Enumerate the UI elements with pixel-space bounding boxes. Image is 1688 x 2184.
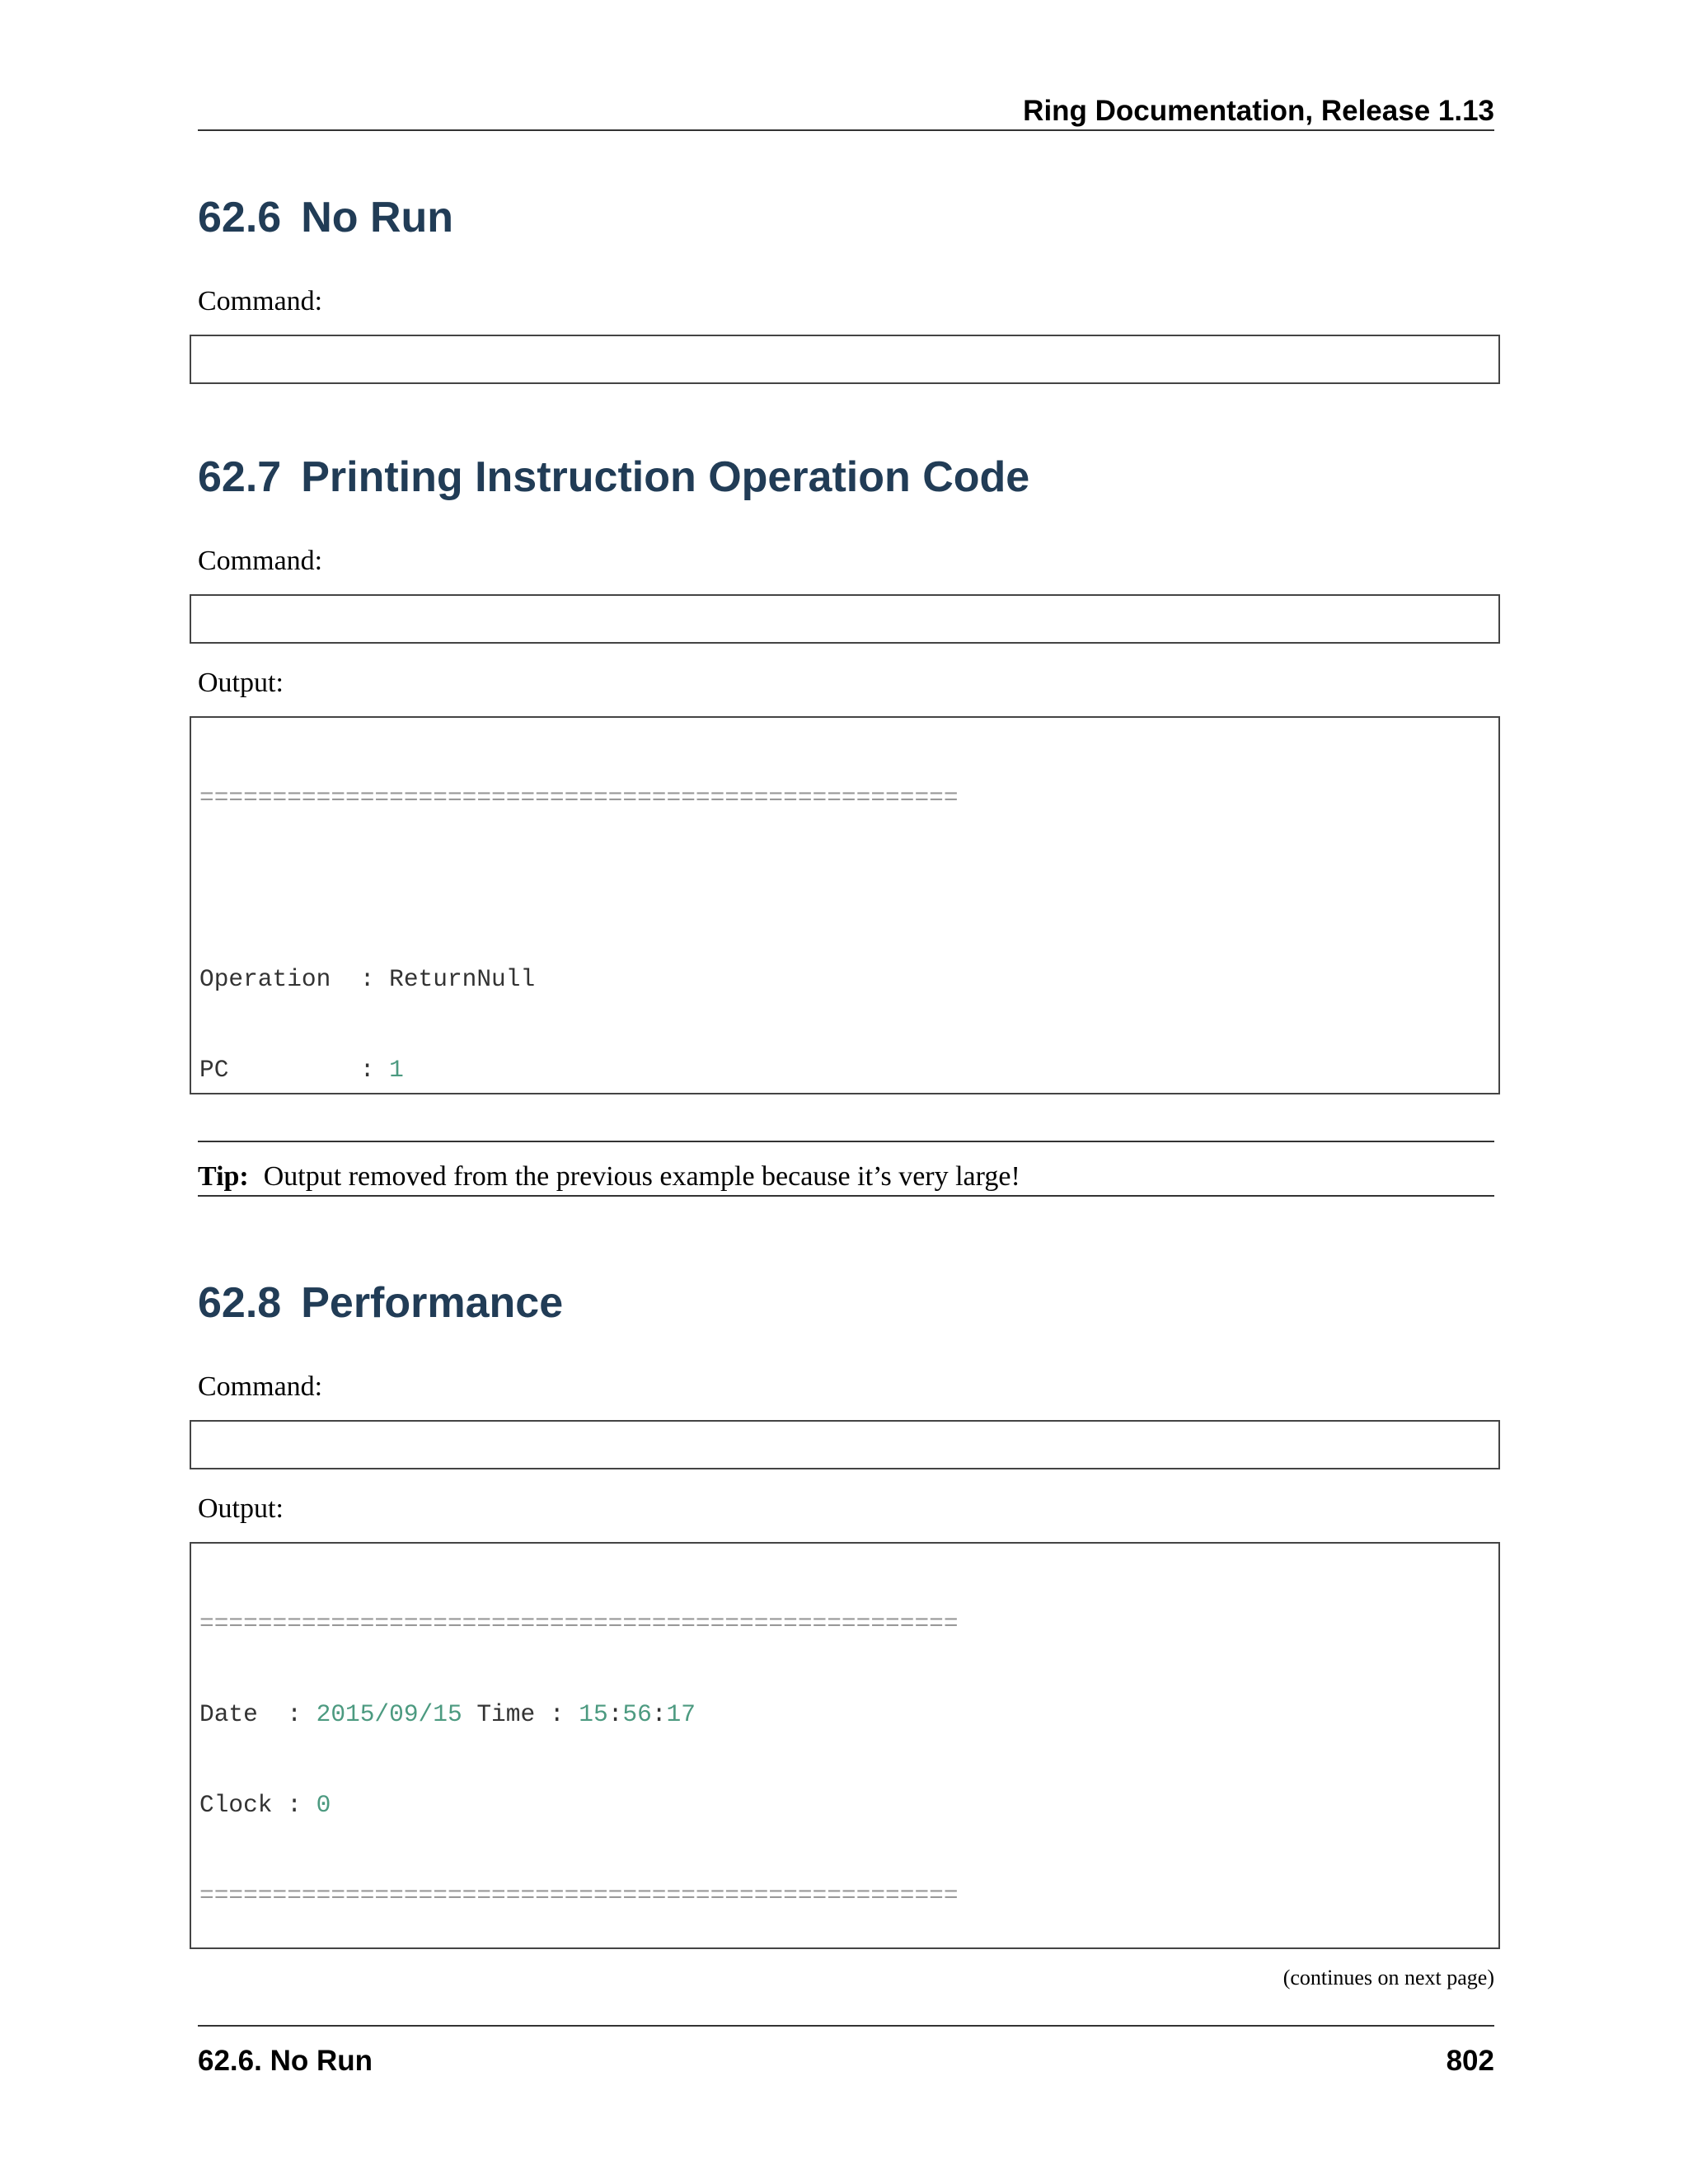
section-title: Printing Instruction Operation Code [301,453,1030,501]
section-heading-performance [198,1278,563,1328]
page-number: 802 [1446,2045,1494,2077]
section-title: Performance [301,1279,564,1327]
blank-line [199,874,1498,904]
tip-box [198,1160,1020,1193]
operation-line: Operation : ReturnNull [199,964,536,993]
running-header: Ring Documentation, Release 1.13 [1023,95,1494,127]
section-title: No Run [301,194,454,241]
output-label: Output: [198,1493,284,1524]
output-block-ins [190,716,1500,1094]
code-block-norun [190,335,1500,384]
tip-text: Output removed from the previous example because it’s very large! [263,1161,1020,1192]
section-heading-no-run [198,193,453,242]
footer-section: 62.6. No Run [198,2045,373,2077]
section-number: 62.7 [198,453,282,501]
command-label: Command: [198,1371,323,1402]
separator-line: ==================================================== [199,784,959,813]
section-number: 62.6 [198,194,282,241]
date-line: Date : 2015/09/15 Time : 15:56:17 [199,1699,696,1728]
separator-line: ==================================================== [199,1610,959,1638]
tip-top-rule [198,1141,1494,1142]
command-label: Command: [198,546,323,576]
tip-label: Tip: [198,1161,249,1192]
pc-line: PC : 1 [199,1055,404,1084]
output-block-performance [190,1542,1500,1949]
continues-note: (continues on next page) [1282,1966,1494,1990]
command-label: Command: [198,286,323,316]
header-rule [198,129,1494,131]
code-block-ins [190,594,1500,644]
code-block-performance [190,1420,1500,1469]
footer-rule [198,2025,1494,2027]
tip-bottom-rule [198,1195,1494,1197]
section-number: 62.8 [198,1279,282,1327]
output-label: Output: [198,668,284,698]
separator-line: ==================================================== [199,1881,959,1910]
clock-line: Clock : 0 [199,1790,331,1819]
section-heading-ins [198,452,1029,502]
